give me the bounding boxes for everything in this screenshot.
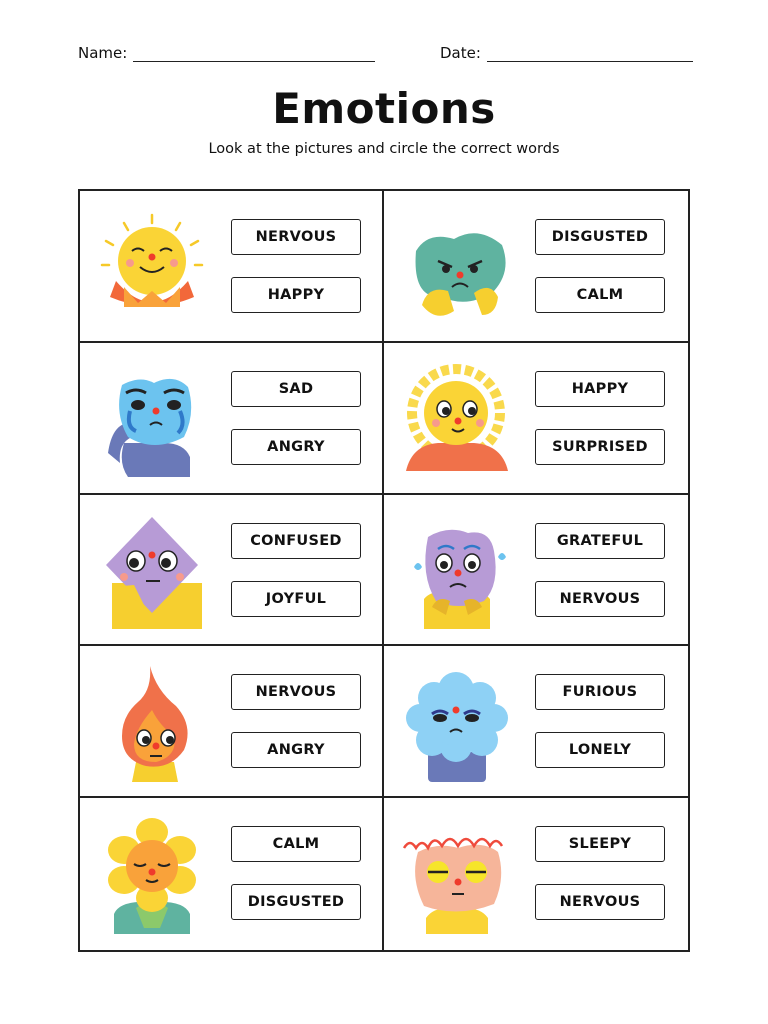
worksheet-grid <box>78 189 690 952</box>
curly-hair-character-icon <box>398 818 514 934</box>
option-grateful[interactable]: GRATEFUL <box>535 523 665 559</box>
option-confused[interactable]: CONFUSED <box>231 523 361 559</box>
cell-row5-left <box>80 798 384 950</box>
option-nervous[interactable]: NERVOUS <box>231 674 361 710</box>
page-title: Emotions <box>272 84 496 133</box>
option-nervous[interactable]: NERVOUS <box>535 884 665 920</box>
option-lonely[interactable]: LONELY <box>535 732 665 768</box>
cloud-character-icon <box>398 666 514 782</box>
flower-character-icon <box>94 818 210 934</box>
date-label: Date: <box>440 44 481 62</box>
option-furious[interactable]: FURIOUS <box>535 674 665 710</box>
cell-row4-left <box>80 646 384 798</box>
cell-row3-left <box>80 495 384 647</box>
date-input-line[interactable] <box>487 47 693 62</box>
sunburst-character-icon <box>398 363 514 479</box>
cell-row2-left <box>80 343 384 495</box>
option-nervous[interactable]: NERVOUS <box>535 581 665 617</box>
option-angry[interactable]: ANGRY <box>231 732 361 768</box>
worried-character-icon <box>398 515 514 631</box>
cell-row2-right <box>384 343 688 495</box>
option-angry[interactable]: ANGRY <box>231 429 361 465</box>
cell-row5-right <box>384 798 688 950</box>
option-sleepy[interactable]: SLEEPY <box>535 826 665 862</box>
option-surprised[interactable]: SURPRISED <box>535 429 665 465</box>
cell-row1-right <box>384 191 688 343</box>
blob-character-icon <box>398 211 514 327</box>
option-nervous[interactable]: NERVOUS <box>231 219 361 255</box>
option-calm[interactable]: CALM <box>231 826 361 862</box>
cell-row4-right <box>384 646 688 798</box>
option-joyful[interactable]: JOYFUL <box>231 581 361 617</box>
instructions: Look at the pictures and circle the correct words <box>208 141 560 157</box>
date-field[interactable] <box>440 44 693 62</box>
option-disgusted[interactable]: DISGUSTED <box>535 219 665 255</box>
option-calm[interactable]: CALM <box>535 277 665 313</box>
name-label: Name: <box>78 44 128 62</box>
name-field[interactable] <box>78 44 375 62</box>
crying-character-icon <box>94 363 210 479</box>
diamond-character-icon <box>94 515 210 631</box>
option-happy[interactable]: HAPPY <box>231 277 361 313</box>
cell-row1-left <box>80 191 384 343</box>
flame-character-icon <box>94 666 210 782</box>
sun-character-icon <box>94 211 210 327</box>
option-happy[interactable]: HAPPY <box>535 371 665 407</box>
option-disgusted[interactable]: DISGUSTED <box>231 884 361 920</box>
name-input-line[interactable] <box>133 47 375 62</box>
option-sad[interactable]: SAD <box>231 371 361 407</box>
cell-row3-right <box>384 495 688 647</box>
